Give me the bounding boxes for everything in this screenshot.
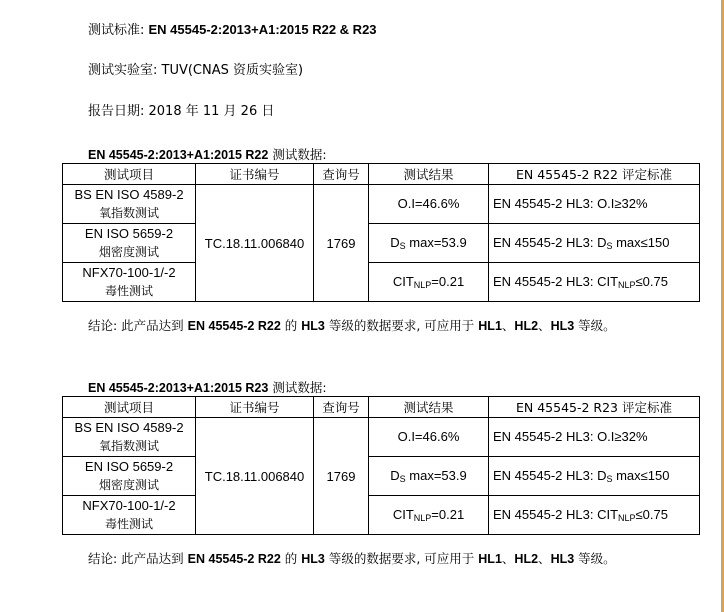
table-row <box>63 418 700 457</box>
test-item-cell <box>63 496 196 535</box>
criteria-text: EN 45545-2 HL3: D <box>493 235 607 250</box>
table-row <box>63 263 700 302</box>
conclusion-level: HL1 <box>478 552 502 566</box>
conclusion-text: 等级的数据要求, 可应用于 <box>324 551 479 566</box>
test-result-cell <box>369 457 489 496</box>
test-standard-line <box>88 22 377 39</box>
result-text: D <box>390 235 400 250</box>
table-header-row <box>63 397 700 418</box>
conclusion-level: HL3 <box>550 319 575 333</box>
test-item-standard: EN ISO 5659-2 <box>84 459 174 474</box>
conclusion-text: 结论: 此产品达到 <box>88 318 188 333</box>
result-text: O.I=46.6% <box>397 196 460 211</box>
test-item-cell <box>63 185 196 224</box>
criteria-text: EN 45545-2 HL3: O.I≥32% <box>493 196 648 211</box>
test-item-standard: EN ISO 5659-2 <box>84 226 174 241</box>
query-no-cell: 1769 <box>314 185 369 302</box>
conclusion-level: HL2 <box>514 552 539 566</box>
result-suffix: max=53.9 <box>405 235 467 250</box>
conclusion-level: HL2 <box>514 319 539 333</box>
test-item-standard: BS EN ISO 4589-2 <box>74 187 184 202</box>
conclusion-text: 、 <box>501 318 515 333</box>
result-suffix: =0.21 <box>431 507 465 522</box>
header-cert-no: 证书编号 <box>196 164 314 185</box>
criteria-suffix: max≤150 <box>612 468 670 483</box>
test-lab-label: 测试实验室: <box>88 63 162 78</box>
conclusion-standard: EN 45545-2 R22 <box>187 552 281 566</box>
header-test-result: 测试结果 <box>369 164 489 185</box>
header-test-item: 测试项目 <box>63 164 196 185</box>
criteria-text: EN 45545-2 HL3: CIT <box>493 507 619 522</box>
criteria-subscript: S <box>606 474 613 484</box>
test-item-name: 氧指数测试 <box>98 206 159 220</box>
test-item-cell <box>63 457 196 496</box>
table-row <box>63 224 700 263</box>
header-query-no: 查询号 <box>314 397 369 418</box>
header-test-item: 测试项目 <box>63 397 196 418</box>
query-no-cell: 1769 <box>314 418 369 535</box>
criteria-suffix: max≤150 <box>612 235 670 250</box>
conclusion-line <box>88 549 616 567</box>
result-text: CIT <box>392 507 414 522</box>
result-subscript: NLP <box>413 280 432 290</box>
conclusion-level: HL3 <box>301 552 325 566</box>
header-cert-no: 证书编号 <box>196 397 314 418</box>
header-criteria: EN 45545-2 R23 评定标准 <box>489 397 700 418</box>
result-suffix: max=53.9 <box>405 468 467 483</box>
test-result-cell <box>369 418 489 457</box>
conclusion-text: 的 <box>280 551 302 566</box>
test-item-name: 氧指数测试 <box>98 439 159 453</box>
result-subscript: S <box>399 474 406 484</box>
test-results-table <box>62 163 700 302</box>
test-result-cell <box>369 185 489 224</box>
result-text: D <box>390 468 400 483</box>
criteria-subscript: NLP <box>618 513 636 523</box>
test-item-name: 毒性测试 <box>104 284 153 298</box>
criteria-text: EN 45545-2 HL3: O.I≥32% <box>493 429 648 444</box>
section-title-suffix: 测试数据: <box>268 380 327 395</box>
section-title-standard: EN 45545-2:2013+A1:2015 R22 <box>88 148 269 162</box>
criteria-suffix: ≤0.75 <box>635 274 668 289</box>
report-date-label: 报告日期: <box>88 104 149 119</box>
table-row <box>63 496 700 535</box>
result-subscript: S <box>399 241 406 251</box>
cert-no-cell: TC.18.11.006840 <box>196 418 314 535</box>
test-result-cell <box>369 224 489 263</box>
criteria-cell <box>489 263 700 302</box>
header-query-no: 查询号 <box>314 164 369 185</box>
conclusion-level: HL1 <box>478 319 502 333</box>
test-lab-line <box>88 63 303 79</box>
test-lab-value: TUV(CNAS 资质实验室) <box>161 63 304 78</box>
conclusion-text: 、 <box>501 551 515 566</box>
header-test-result: 测试结果 <box>369 397 489 418</box>
section-title-suffix: 测试数据: <box>268 147 327 162</box>
test-standard-label: 测试标准: <box>88 23 149 38</box>
report-date-value: 2018 年 11 月 26 日 <box>148 104 275 119</box>
test-results-table <box>62 396 700 535</box>
result-text: CIT <box>392 274 414 289</box>
criteria-cell <box>489 496 700 535</box>
criteria-cell <box>489 224 700 263</box>
test-item-name: 烟密度测试 <box>98 245 159 259</box>
conclusion-text: 等级的数据要求, 可应用于 <box>324 318 479 333</box>
conclusion-text: 、 <box>538 551 551 566</box>
test-item-cell <box>63 263 196 302</box>
criteria-cell <box>489 185 700 224</box>
result-text: O.I=46.6% <box>397 429 460 444</box>
criteria-cell <box>489 418 700 457</box>
test-result-cell <box>369 496 489 535</box>
result-subscript: NLP <box>413 513 432 523</box>
header-criteria: EN 45545-2 R22 评定标准 <box>489 164 700 185</box>
table-header-row <box>63 164 700 185</box>
test-result-cell <box>369 263 489 302</box>
conclusion-text: 、 <box>538 318 551 333</box>
conclusion-text: 等级。 <box>574 551 616 566</box>
section-title <box>88 378 327 396</box>
conclusion-standard: EN 45545-2 R22 <box>187 319 281 333</box>
test-item-name: 毒性测试 <box>104 517 153 531</box>
criteria-text: EN 45545-2 HL3: CIT <box>493 274 619 289</box>
section-title-standard: EN 45545-2:2013+A1:2015 R23 <box>88 381 269 395</box>
conclusion-text: 结论: 此产品达到 <box>88 551 188 566</box>
cert-no-cell: TC.18.11.006840 <box>196 185 314 302</box>
table-row <box>63 185 700 224</box>
test-item-standard: NFX70-100-1/-2 <box>82 498 176 513</box>
conclusion-level: HL3 <box>301 319 325 333</box>
criteria-subscript: S <box>606 241 613 251</box>
section-title <box>88 145 327 163</box>
conclusion-level: HL3 <box>550 552 575 566</box>
test-standard-value: EN 45545-2:2013+A1:2015 R22 & R23 <box>148 22 377 37</box>
test-item-standard: BS EN ISO 4589-2 <box>74 420 184 435</box>
criteria-subscript: NLP <box>618 280 636 290</box>
test-item-name: 烟密度测试 <box>98 478 159 492</box>
conclusion-text: 等级。 <box>574 318 616 333</box>
conclusion-line <box>88 316 616 334</box>
test-item-cell <box>63 224 196 263</box>
table-row <box>63 457 700 496</box>
report-date-line <box>88 104 274 120</box>
conclusion-text: 的 <box>280 318 302 333</box>
criteria-text: EN 45545-2 HL3: D <box>493 468 607 483</box>
test-item-cell <box>63 418 196 457</box>
criteria-cell <box>489 457 700 496</box>
result-suffix: =0.21 <box>431 274 465 289</box>
test-item-standard: NFX70-100-1/-2 <box>82 265 176 280</box>
criteria-suffix: ≤0.75 <box>635 507 668 522</box>
